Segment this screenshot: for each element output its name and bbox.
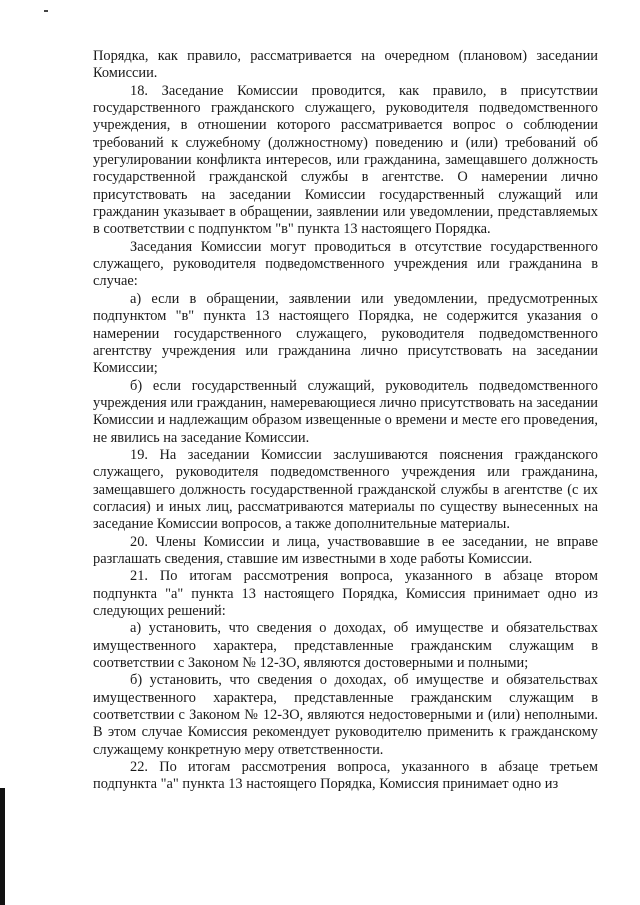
scan-artifact-dot bbox=[44, 10, 48, 12]
paragraph-subitem-b: б) если государственный служащий, руководитель подведомственного учреждения или гражданин, намеревающиеся лично присутствовать на заседании Комиссии и надлежащим образом извещенные о времени и месте его проведения, не явились на заседание Комиссии. bbox=[93, 377, 598, 446]
paragraph-item-22: 22. По итогам рассмотрения вопроса, указанного в абзаце третьем подпункта "а" пункта 13 настоящего Порядка, Комиссия принимает одно из bbox=[93, 759, 598, 793]
paragraph-item-21-b: б) установить, что сведения о доходах, об имуществе и обязательствах имущественного характера, представленные гражданским служащим в соответствии с Законом № 12-ЗО, являются недостоверными и (или) неполными. В этом случае Комиссия рекомендует руководителю применить к гражданскому служащему конкретную меру ответственности. bbox=[93, 672, 598, 758]
paragraph-item-19: 19. На заседании Комиссии заслушиваются пояснения гражданского служащего, руководителя подведомственного учреждения или гражданина, замещавшего должность государственной гражданской службы в агентстве (с их согласия) и иных лиц, рассматриваются материалы по существу вынесенных на заседание Комиссии вопросов, а также дополнительные материалы. bbox=[93, 446, 598, 533]
paragraph-continuation: Порядка, как правило, рассматривается на очередном (плановом) заседании Комиссии. bbox=[93, 48, 598, 82]
paragraph-item-21-a: а) установить, что сведения о доходах, об имуществе и обязательствах имущественного характера, представленные гражданским служащим в соответствии с Законом № 12-ЗО, являются достоверными и полными; bbox=[93, 620, 598, 672]
document-body bbox=[93, 48, 598, 794]
scan-edge-mark bbox=[0, 788, 5, 905]
paragraph-subitem-a: а) если в обращении, заявлении или уведомлении, предусмотренных подпунктом "в" пункта 13 настоящего Порядка, не содержится указания о намерении государственного служащего, руководителя подведомственного агентству учреждения или гражданина лично присутствовать на заседании Комиссии; bbox=[93, 290, 598, 377]
paragraph-absence-conditions: Заседания Комиссии могут проводиться в отсутствие государственного служащего, руководителя подведомственного учреждения или гражданина в случае: bbox=[93, 238, 598, 290]
paragraph-item-20: 20. Члены Комиссии и лица, участвовавшие в ее заседании, не вправе разглашать сведения, ставшие им известными в ходе работы Комиссии. bbox=[93, 533, 598, 567]
paragraph-item-18: 18. Заседание Комиссии проводится, как правило, в присутствии государственного гражданского служащего, руководителя подведомственного учреждения, в отношении которого рассматривается вопрос о соблюдении требований к служебному (должностному) поведению и (или) требований об урегулировании конфликта интересов, или гражданина, замещавшего должность государственной гражданской службы в агентстве. О намерении лично присутствовать на заседании Комиссии государственный служащий или гражданин указывает в обращении, заявлении или уведомлении, представляемых в соответствии с подпунктом "в" пункта 13 настоящего Порядка. bbox=[93, 82, 598, 238]
paragraph-item-21: 21. По итогам рассмотрения вопроса, указанного в абзаце втором подпункта "а" пункта 13 настоящего Порядка, Комиссия принимает одно из следующих решений: bbox=[93, 568, 598, 619]
